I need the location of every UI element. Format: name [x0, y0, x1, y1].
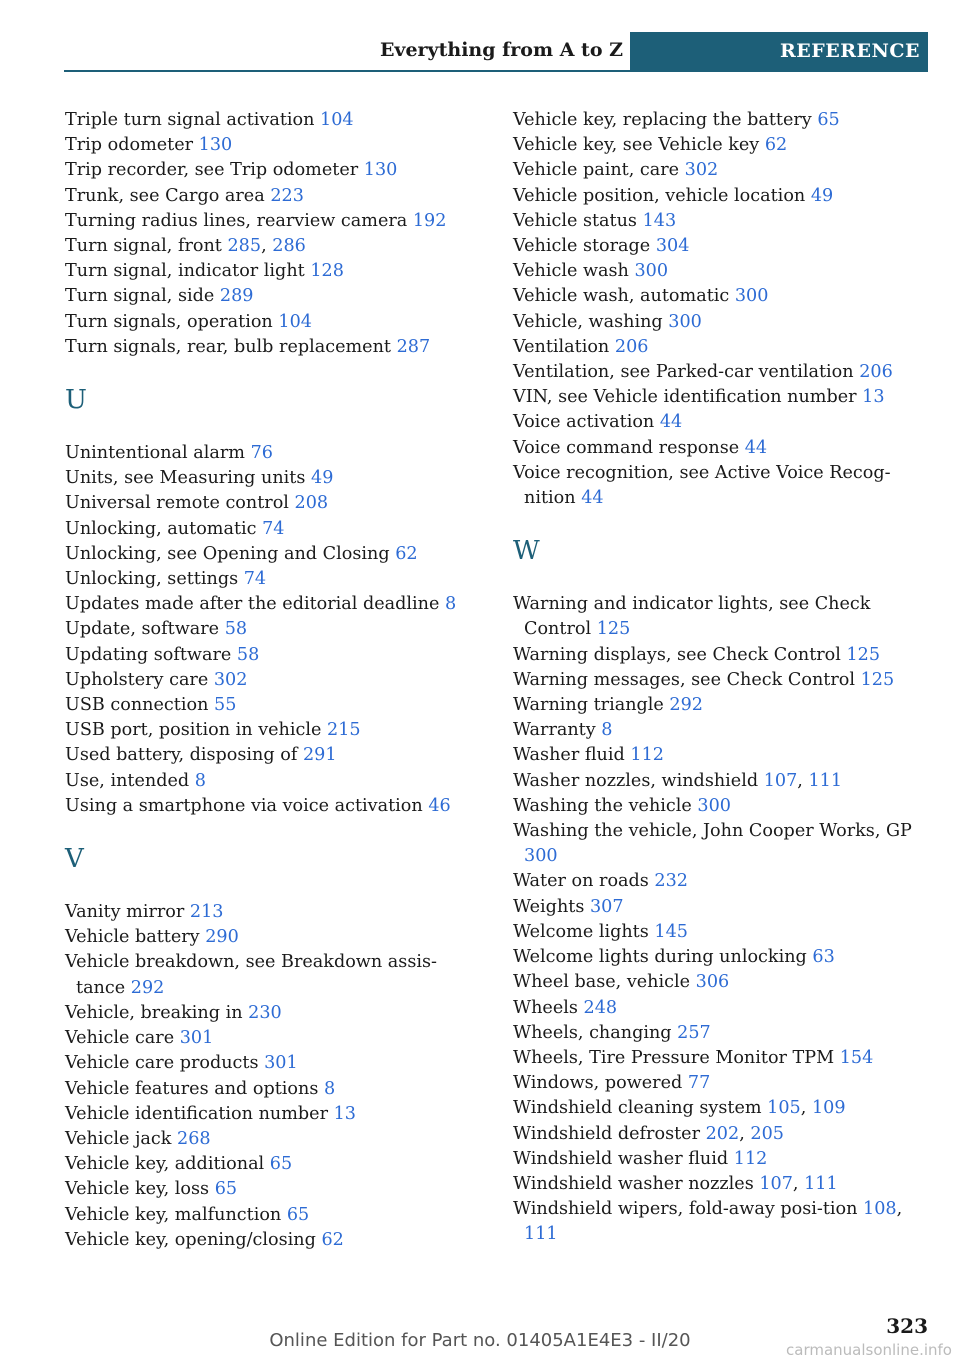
index-term: USB port, position in vehicle [65, 720, 322, 741]
page-reference-link[interactable]: 107 [759, 1173, 793, 1194]
index-term: Using a smartphone via voice activation [65, 795, 423, 816]
index-column-right [513, 108, 931, 1248]
page-reference-link[interactable]: 223 [270, 185, 304, 206]
index-entry [513, 158, 931, 183]
page-reference-link[interactable]: 154 [839, 1047, 874, 1068]
index-entry [65, 234, 485, 259]
index-term: Vehicle key, additional [65, 1154, 265, 1175]
index-entry [513, 643, 931, 668]
index-entry [65, 335, 485, 360]
index-term: Washer nozzles, windshield [513, 770, 759, 791]
page-reference-link[interactable]: 46 [428, 795, 451, 816]
index-term: Warning messages, see Check Control [513, 669, 855, 690]
index-term: Windshield defroster [513, 1123, 700, 1144]
index-term: Vehicle identification number [65, 1103, 328, 1124]
index-term: Vehicle key, replacing the battery [513, 110, 812, 130]
page-reference-link[interactable]: 104 [320, 110, 354, 130]
page-reference-link[interactable]: 49 [810, 185, 834, 206]
index-entry [65, 158, 485, 183]
index-term: Water on roads [513, 871, 649, 892]
page-reference-link[interactable]: 300 [524, 846, 558, 867]
index-term: Windows, powered [513, 1073, 683, 1094]
index-entry [513, 794, 931, 819]
index-entry [65, 1152, 485, 1177]
page-reference-link[interactable]: 307 [589, 896, 624, 917]
page-reference-link[interactable]: 62 [321, 1229, 344, 1250]
index-term: Windshield washer nozzles [513, 1173, 754, 1194]
page-reference-link[interactable]: 128 [310, 261, 344, 282]
index-term: Use, intended [65, 770, 190, 791]
index-entry [65, 567, 485, 592]
index-term: USB connection [65, 695, 209, 716]
index-term: Used battery, disposing of [65, 745, 298, 766]
index-entry [513, 410, 931, 435]
page-reference-link[interactable]: 206 [614, 336, 649, 357]
index-term: Vehicle, breaking in [65, 1002, 243, 1023]
page-reference-link[interactable]: 111 [804, 1173, 838, 1194]
index-term: Ventilation [513, 336, 610, 357]
index-entry [65, 1127, 485, 1152]
page-reference-link[interactable]: 8 [323, 1078, 336, 1099]
index-term: Welcome lights during unlocking [513, 947, 807, 968]
index-entry [513, 133, 931, 158]
index-term: Washing the vehicle [513, 795, 692, 816]
index-term: Vehicle status [513, 210, 637, 231]
index-term: Windshield cleaning system [513, 1098, 762, 1119]
index-term: Upholstery care [65, 669, 209, 690]
page-reference-link[interactable]: 13 [333, 1103, 356, 1124]
page-reference-link[interactable]: 287 [396, 336, 431, 357]
index-term: Vehicle key, see Vehicle key [513, 135, 760, 156]
index-entry [65, 1001, 485, 1026]
page-reference-link[interactable]: 65 [286, 1204, 310, 1225]
page-reference-link[interactable]: 77 [687, 1073, 711, 1094]
index-term: Updates made after the editorial deadline [65, 594, 440, 615]
page-reference-link[interactable]: 125 [846, 644, 881, 665]
index-entry [513, 108, 931, 133]
index-entry [513, 360, 931, 385]
page-reference-link[interactable]: 289 [219, 286, 254, 307]
index-entry [65, 693, 485, 718]
page-separator: , [261, 236, 273, 257]
page-reference-link[interactable]: 257 [677, 1022, 711, 1043]
index-entry [65, 668, 485, 693]
index-term: Wheels [513, 997, 578, 1018]
index-entry [65, 743, 485, 768]
index-entry [513, 259, 931, 284]
index-term: Windshield wipers, fold-away posi-tion [513, 1199, 858, 1220]
index-term: Triple turn signal activation [65, 110, 315, 130]
index-entry [513, 592, 931, 642]
index-entry [65, 1026, 485, 1051]
page-reference-link[interactable]: 58 [224, 619, 248, 640]
index-term: Vehicle jack [65, 1128, 172, 1149]
page-reference-link[interactable]: 304 [655, 236, 690, 257]
page-reference-link[interactable]: 44 [659, 412, 683, 433]
index-entry [513, 461, 931, 511]
index-term: Trip recorder, see Trip odometer [65, 160, 359, 181]
index-term: Trip odometer [65, 135, 194, 156]
page-reference-link[interactable]: 300 [734, 286, 769, 307]
page-separator: , [800, 1098, 812, 1119]
index-term: Warning displays, see Check Control [513, 644, 841, 665]
index-term: Vehicle storage [513, 236, 651, 257]
index-term: Washing the vehicle, John Cooper Works, GP [513, 821, 912, 842]
page-reference-link[interactable]: 213 [189, 902, 224, 923]
index-entry [65, 108, 485, 133]
index-term: Weights [513, 896, 585, 917]
section-tab: REFERENCE [630, 32, 928, 70]
page-reference-link[interactable]: 291 [302, 745, 337, 766]
index-term: Wheel base, vehicle [513, 972, 691, 993]
page-reference-link[interactable]: 111 [808, 770, 843, 791]
index-term: Turn signal, side [65, 286, 215, 307]
index-entry [513, 693, 931, 718]
page-reference-link[interactable]: 292 [669, 695, 704, 716]
page-reference-link[interactable]: 104 [278, 311, 312, 332]
index-term: Washer fluid [513, 745, 625, 766]
index-term: Unlocking, settings [65, 569, 239, 590]
page-reference-link[interactable]: 208 [294, 493, 329, 514]
index-entry [65, 184, 485, 209]
page-reference-link[interactable]: 125 [860, 669, 895, 690]
index-term: Units, see Measuring units [65, 468, 306, 489]
index-entry [65, 718, 485, 743]
page-reference-link[interactable]: 8 [601, 720, 613, 741]
index-term: Vehicle, washing [513, 311, 663, 332]
index-entry [65, 950, 485, 1000]
page-reference-link[interactable]: 8 [194, 770, 206, 791]
page-reference-link[interactable]: 290 [205, 927, 239, 948]
page-reference-link[interactable]: 145 [654, 921, 688, 942]
edition-footer: Online Edition for Part no. 01405A1E4E3 - II/20 [269, 1330, 691, 1351]
page-reference-link[interactable]: 232 [654, 871, 689, 892]
page-reference-link[interactable]: 62 [764, 135, 788, 156]
index-term: Turn signals, rear, bulb replacement [65, 336, 391, 357]
page-reference-link[interactable]: 44 [744, 437, 768, 458]
index-term: Trunk, see Cargo area [65, 185, 265, 206]
index-term: Unintentional alarm [65, 443, 245, 464]
page-reference-link[interactable]: 302 [684, 160, 719, 181]
index-entry [513, 1071, 931, 1096]
page-reference-link[interactable]: 76 [250, 443, 273, 464]
index-entry [65, 1203, 485, 1228]
page-reference-link[interactable]: 230 [248, 1002, 282, 1023]
index-entry [513, 1172, 931, 1197]
page-reference-link[interactable]: 130 [363, 160, 398, 181]
index-entry [65, 925, 485, 950]
page-reference-link[interactable]: 49 [311, 468, 334, 489]
index-entry [513, 996, 931, 1021]
index-entry [513, 385, 931, 410]
page-reference-link[interactable]: 192 [412, 210, 447, 231]
page-reference-link[interactable]: 65 [817, 110, 840, 130]
page-reference-link[interactable]: 62 [395, 543, 418, 564]
page-reference-link[interactable]: 300 [668, 311, 702, 332]
index-entry [513, 310, 931, 335]
index-entry [65, 592, 485, 617]
page-separator: , [797, 770, 809, 791]
index-entry [65, 542, 485, 567]
page-reference-link[interactable]: 300 [634, 261, 669, 282]
page-reference-link[interactable]: 300 [697, 795, 732, 816]
page-reference-link[interactable]: 107 [763, 770, 798, 791]
index-entry [513, 1021, 931, 1046]
page-reference-link[interactable]: 65 [214, 1179, 238, 1200]
index-term: Vehicle care products [65, 1053, 259, 1074]
index-term: Vehicle key, opening/closing [65, 1229, 316, 1250]
page-separator: , [792, 1173, 805, 1194]
index-entry [65, 310, 485, 335]
page-reference-link[interactable]: 105 [767, 1098, 801, 1119]
page-reference-link[interactable]: 112 [733, 1148, 768, 1169]
index-entry [65, 491, 485, 516]
index-term: Turning radius lines, rearview camera [65, 210, 408, 231]
page-reference-link[interactable]: 63 [812, 947, 835, 968]
index-term: Updating software [65, 644, 232, 665]
running-header [64, 32, 928, 72]
index-entry [513, 945, 931, 970]
index-term: Vehicle position, vehicle location [513, 185, 806, 206]
index-entry [513, 1147, 931, 1172]
page-reference-link[interactable]: 65 [269, 1154, 293, 1175]
index-entry [65, 284, 485, 309]
index-term: Update, software [65, 619, 220, 640]
page-reference-link[interactable]: 285 [227, 236, 262, 257]
index-entry [513, 335, 931, 360]
index-term: Voice activation [513, 412, 655, 433]
index-entry [65, 441, 485, 466]
index-entry [513, 1046, 931, 1071]
index-term: Vehicle key, malfunction [65, 1204, 282, 1225]
index-entry [513, 1096, 931, 1121]
page-separator: , [896, 1199, 903, 1220]
index-term: Vehicle paint, care [513, 160, 680, 181]
index-entry [65, 209, 485, 234]
index-entry [65, 1228, 485, 1253]
page-reference-link[interactable]: 125 [596, 619, 631, 640]
page-reference-link[interactable]: 268 [177, 1128, 211, 1149]
index-term: Unlocking, see Opening and Closing [65, 543, 390, 564]
index-term: Warning triangle [513, 695, 664, 716]
index-entry [65, 1077, 485, 1102]
index-entry [65, 643, 485, 668]
index-term: Wheels, changing [513, 1022, 672, 1043]
page-reference-link[interactable]: 143 [642, 210, 677, 231]
index-entry [513, 819, 931, 869]
page-reference-link[interactable]: 301 [264, 1053, 298, 1074]
index-entry [513, 769, 931, 794]
index-term: Vehicle wash, automatic [513, 286, 730, 307]
index-entry [65, 900, 485, 925]
index-term: Vehicle key, loss [65, 1179, 210, 1200]
index-term: Welcome lights [513, 921, 649, 942]
chapter-title: Everything from A to Z [379, 39, 623, 61]
index-letter-heading: U [65, 385, 87, 416]
index-term: Warranty [513, 720, 596, 741]
page-reference-link[interactable]: 248 [583, 997, 618, 1018]
index-entry [513, 436, 931, 461]
index-term: Ventilation, see Parked-car ventilation [513, 362, 854, 383]
index-term: Vehicle battery [65, 927, 200, 948]
index-term: Vehicle care [65, 1028, 175, 1049]
index-term: Turn signal, indicator light [65, 261, 305, 282]
page-separator: , [739, 1123, 751, 1144]
page-reference-link[interactable]: 306 [695, 972, 730, 993]
index-entry [513, 1197, 931, 1247]
index-term: Turn signals, operation [65, 311, 273, 332]
index-entry [65, 1051, 485, 1076]
page-reference-link[interactable]: 292 [130, 977, 165, 998]
index-term: Voice recognition, see Active Voice Recog-nition [513, 462, 891, 509]
page-reference-link[interactable]: 8 [445, 594, 457, 615]
index-column-left [65, 108, 485, 1253]
index-entry [65, 794, 485, 819]
page-reference-link[interactable]: 301 [179, 1028, 214, 1049]
index-term: Windshield washer fluid [513, 1148, 729, 1169]
page-reference-link[interactable]: 130 [198, 135, 233, 156]
page-reference-link[interactable]: 112 [630, 745, 664, 766]
page-reference-link[interactable]: 74 [243, 569, 267, 590]
watermark: carmanualsonline.info [786, 1341, 952, 1359]
page-reference-link[interactable]: 205 [750, 1123, 784, 1144]
index-entry [513, 234, 931, 259]
index-entry [65, 259, 485, 284]
page-reference-link[interactable]: 111 [524, 1224, 558, 1245]
index-entry [513, 209, 931, 234]
page-reference-link[interactable]: 58 [236, 644, 260, 665]
page-reference-link[interactable]: 302 [213, 669, 248, 690]
index-term: VIN, see Vehicle identification number [513, 387, 857, 408]
index-entry [513, 920, 931, 945]
page-reference-link[interactable]: 108 [863, 1199, 897, 1220]
index-entry [513, 668, 931, 693]
index-entry [513, 184, 931, 209]
index-term: Vehicle breakdown, see Breakdown assis-tance [65, 952, 437, 998]
index-entry [65, 617, 485, 642]
page-number: 323 [886, 1314, 928, 1338]
index-entry [513, 970, 931, 995]
index-entry [513, 743, 931, 768]
index-term: Warning and indicator lights, see Check Control [513, 594, 871, 640]
page-reference-link[interactable]: 286 [272, 236, 306, 257]
index-entry [65, 1177, 485, 1202]
page-reference-link[interactable]: 74 [262, 518, 285, 539]
index-term: Vanity mirror [65, 902, 185, 923]
page-reference-link[interactable]: 206 [859, 362, 893, 383]
page-reference-link[interactable]: 109 [811, 1098, 846, 1119]
index-entry [513, 718, 931, 743]
index-entry [65, 1102, 485, 1127]
page-reference-link[interactable]: 44 [581, 488, 604, 509]
index-entry [513, 895, 931, 920]
index-entry [513, 869, 931, 894]
index-term: Wheels, Tire Pressure Monitor TPM [513, 1047, 835, 1068]
index-term: Universal remote control [65, 493, 289, 514]
index-entry [65, 133, 485, 158]
index-term: Turn signal, front [65, 236, 222, 257]
index-entry [65, 466, 485, 491]
index-entry [65, 769, 485, 794]
index-term: Vehicle wash [513, 261, 629, 282]
index-term: Vehicle features and options [65, 1078, 319, 1099]
index-entry [513, 1122, 931, 1147]
index-term: Unlocking, automatic [65, 518, 257, 539]
page-reference-link[interactable]: 13 [862, 387, 885, 408]
page-reference-link[interactable]: 55 [214, 695, 237, 716]
page-reference-link[interactable]: 215 [327, 720, 361, 741]
index-entry [65, 517, 485, 542]
page-reference-link[interactable]: 202 [705, 1123, 740, 1144]
index-term: Voice command response [513, 437, 740, 458]
index-letter-heading: W [513, 536, 540, 567]
index-entry [513, 284, 931, 309]
index-letter-heading: V [65, 844, 84, 875]
